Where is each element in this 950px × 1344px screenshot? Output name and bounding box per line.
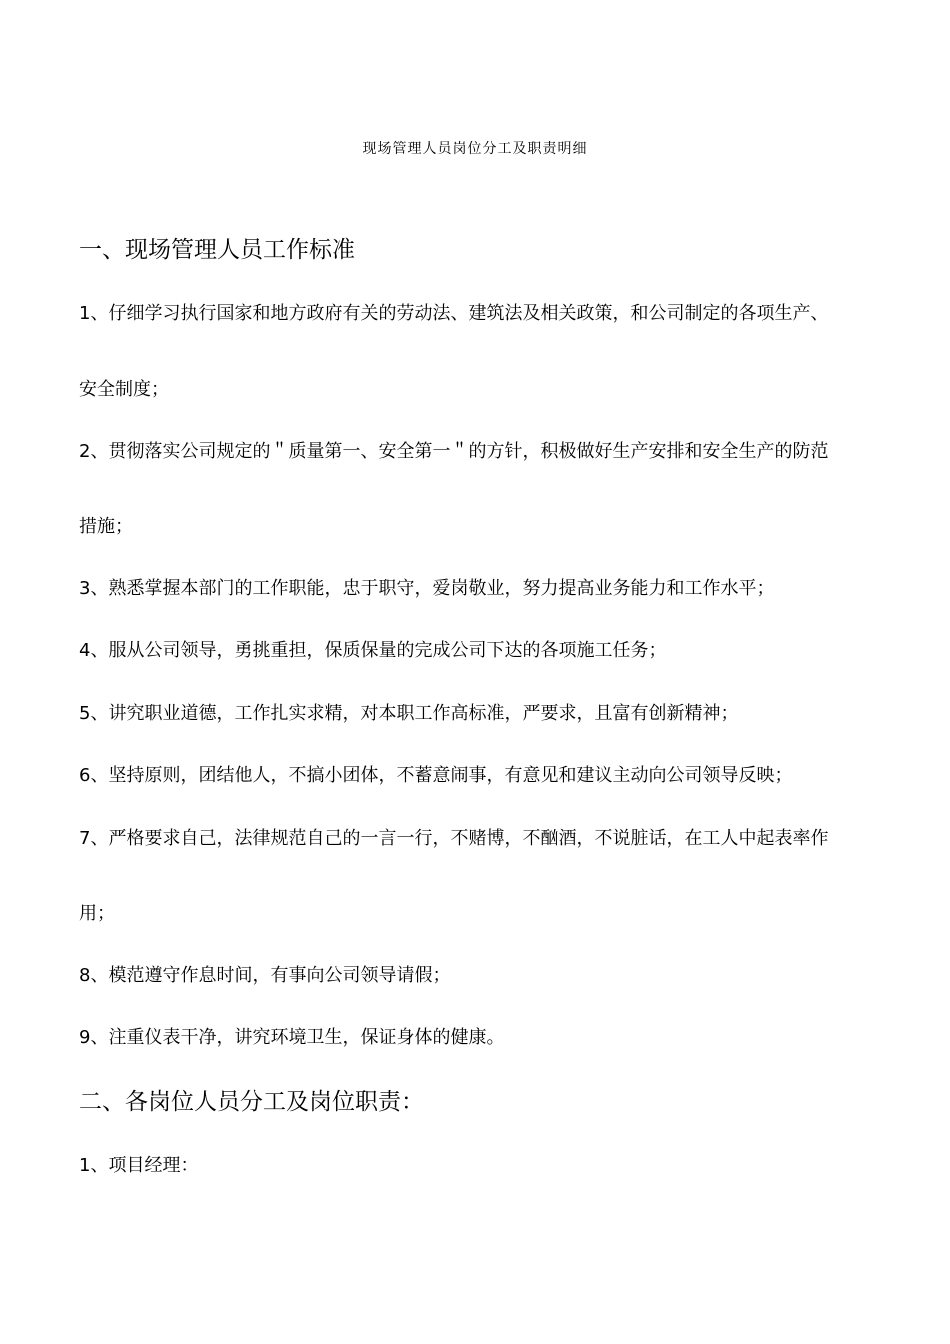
section-heading-standards: 一、现场管理人员工作标准 bbox=[79, 237, 355, 263]
standard-item-1-line-2: 安全制度； bbox=[79, 379, 169, 400]
standard-item-5: 5、讲究职业道德，工作扎实求精，对本职工作高标准，严要求，且富有创新精神； bbox=[79, 703, 739, 724]
standard-item-6: 6、坚持原则，团结他人，不搞小团体，不蓄意闹事，有意见和建议主动向公司领导反映； bbox=[79, 765, 793, 786]
section-heading-responsibilities: 二、各岗位人员分工及岗位职责： bbox=[79, 1089, 424, 1115]
standard-item-2-line-1: 2、贯彻落实公司规定的＂质量第一、安全第一＂的方针，积极做好生产安排和安全生产的防范 bbox=[79, 441, 829, 462]
standard-item-8: 8、模范遵守作息时间，有事向公司领导请假； bbox=[79, 965, 451, 986]
responsibility-item-1: 1、项目经理： bbox=[79, 1155, 199, 1176]
standard-item-4: 4、服从公司领导，勇挑重担，保质保量的完成公司下达的各项施工任务； bbox=[79, 640, 667, 661]
standard-item-7-line-1: 7、严格要求自己，法律规范自己的一言一行，不赌博，不酗酒，不说脏话，在工人中起表率作 bbox=[79, 828, 829, 849]
document-title: 现场管理人员岗位分工及职责明细 bbox=[362, 141, 588, 157]
standard-item-1-line-1: 1、仔细学习执行国家和地方政府有关的劳动法、建筑法及相关政策，和公司制定的各项生产、 bbox=[79, 303, 829, 324]
standard-item-2-line-2: 措施； bbox=[79, 516, 133, 537]
standard-item-9: 9、注重仪表干净，讲究环境卫生，保证身体的健康。 bbox=[79, 1027, 505, 1048]
standard-item-3: 3、熟悉掌握本部门的工作职能，忠于职守，爱岗敬业，努力提高业务能力和工作水平； bbox=[79, 578, 775, 599]
standard-item-7-line-2: 用； bbox=[79, 903, 115, 924]
